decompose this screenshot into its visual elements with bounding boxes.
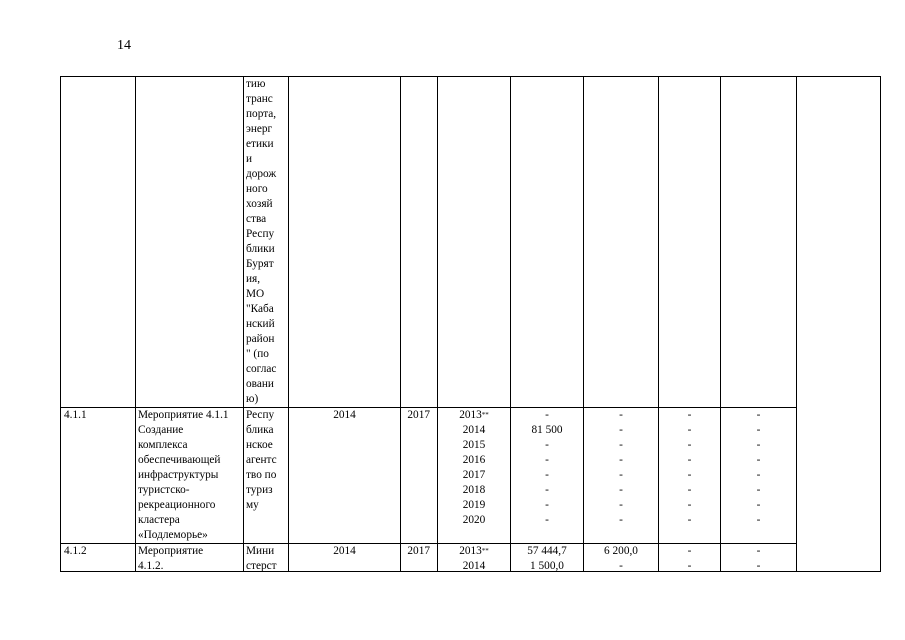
row-executor: Респу блика нское агентс тво по туриз му: [244, 408, 289, 544]
cell-code: [61, 77, 136, 408]
table-row: [61, 544, 881, 572]
row-col-b: - - - - - - - -: [584, 408, 659, 544]
cell-end: [401, 77, 438, 408]
row-years: 2013** 2014 2015 2016 2017 2018 2019 2020: [438, 408, 511, 544]
cell-col-d: [721, 77, 797, 408]
table-row: [61, 408, 881, 544]
row-end-year: 2017: [401, 408, 438, 544]
cell-start: [289, 77, 401, 408]
row-col-b: 6 200,0 -: [584, 544, 659, 572]
row-col-a: 57 444,7 1 500,0: [511, 544, 584, 572]
row-start-year: 2014: [289, 408, 401, 544]
row-col-c: - - - - - - - -: [659, 408, 721, 544]
row-name: Мероприятие 4.1.1 Создание комплекса обеспечивающей инфраструктуры туристско- рекреационного кластера «Подлеморье»: [136, 408, 244, 544]
cell-col-a: [511, 77, 584, 408]
cell-col-b: [584, 77, 659, 408]
cell-years: [438, 77, 511, 408]
row-code: 4.1.1: [61, 408, 136, 544]
row-col-d: - -: [721, 544, 797, 572]
row-end-year: 2017: [401, 544, 438, 572]
row-start-year: 2014: [289, 544, 401, 572]
table-row: [61, 77, 881, 408]
row-executor: Мини стерст: [244, 544, 289, 572]
row-code: 4.1.2: [61, 544, 136, 572]
cell-name: [136, 77, 244, 408]
page-number: 14: [117, 38, 131, 53]
budget-table: [60, 76, 881, 572]
row-years: 2013** 2014: [438, 544, 511, 572]
row-col-a: - 81 500 - - - - - -: [511, 408, 584, 544]
executor-text: тию транс порта, энерг етики и дорож ного хозяй ства Респу блики Бурят ия, МО "Каба нский район " (по соглас овани ю): [246, 78, 277, 405]
footnote-mark: **: [481, 547, 489, 555]
row-name: Мероприятие 4.1.2.: [136, 544, 244, 572]
cell-executor: [244, 77, 289, 408]
footnote-mark: **: [481, 411, 489, 419]
row-col-c: - -: [659, 544, 721, 572]
row-col-d: - - - - - - - -: [721, 408, 797, 544]
cell-col-c: [659, 77, 721, 408]
cell-notes: [797, 77, 881, 572]
